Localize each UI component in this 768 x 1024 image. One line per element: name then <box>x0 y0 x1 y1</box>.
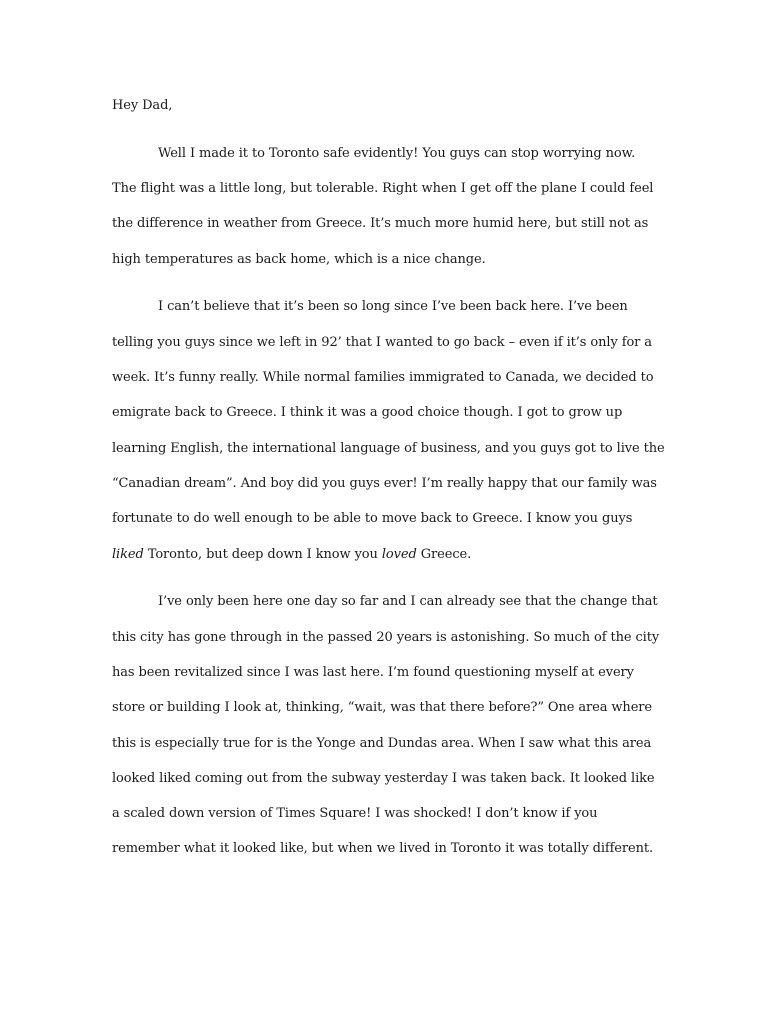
paragraph-2 <box>112 289 664 571</box>
paragraph-line: this city has gone through in the passed 20 years is astonishing. So much of the city <box>112 629 660 645</box>
salutation: Hey Dad, <box>112 98 173 113</box>
paragraph-1 <box>112 136 664 277</box>
paragraph-last-line <box>112 537 664 572</box>
paragraph-line: remember what it looked like, but when we lived in Toronto it was totally different. <box>112 841 654 857</box>
paragraph-line: telling you guys since we left in 92’ that I wanted to go back – even if it’s only for a <box>112 334 652 350</box>
text-segment: Greece. <box>416 546 472 562</box>
paragraph-line: has been revitalized since I was last here. I’m found questioning myself at every <box>112 664 634 680</box>
paragraph-line: high temperatures as back home, which is a nice change. <box>112 251 486 267</box>
text-segment: Toronto, but deep down I know you <box>143 546 382 562</box>
paragraph-line: I’ve only been here one day so far and I can already see that the change that <box>158 594 658 610</box>
paragraph-line: I can’t believe that it’s been so long since I’ve been back here. I’ve been <box>158 299 628 315</box>
paragraph-line: store or building I look at, thinking, “wait, was that there before?” One area where <box>112 700 652 716</box>
italic-word-liked: liked <box>112 546 144 562</box>
paragraph-line: week. It’s funny really. While normal families immigrated to Canada, we decided to <box>112 370 654 386</box>
paragraph-line: Well I made it to Toronto safe evidently! You guys can stop worrying now. <box>158 145 636 161</box>
letter-body <box>112 88 664 867</box>
paragraph-line: emigrate back to Greece. I think it was a good choice though. I got to grow up <box>112 405 623 421</box>
paragraph-line: The flight was a little long, but tolerable. Right when I get off the plane I could feel <box>112 181 654 197</box>
paragraph-line: “Canadian dream”. And boy did you guys ever! I’m really happy that our family was <box>112 475 657 491</box>
paragraph-line: learning English, the international language of business, and you guys got to live the <box>112 440 665 456</box>
paragraph-line: the difference in weather from Greece. It’s much more humid here, but still not as <box>112 216 649 232</box>
paragraph-line: a scaled down version of Times Square! I was shocked! I don’t know if you <box>112 806 598 822</box>
paragraph-line: fortunate to do well enough to be able to move back to Greece. I know you guys <box>112 511 633 527</box>
italic-word-loved: loved <box>381 546 417 562</box>
paragraph-line: this is especially true for is the Yonge and Dundas area. When I saw what this area <box>112 735 652 751</box>
paragraph-3 <box>112 584 664 866</box>
paragraph-line: looked liked coming out from the subway yesterday I was taken back. It looked like <box>112 770 655 786</box>
